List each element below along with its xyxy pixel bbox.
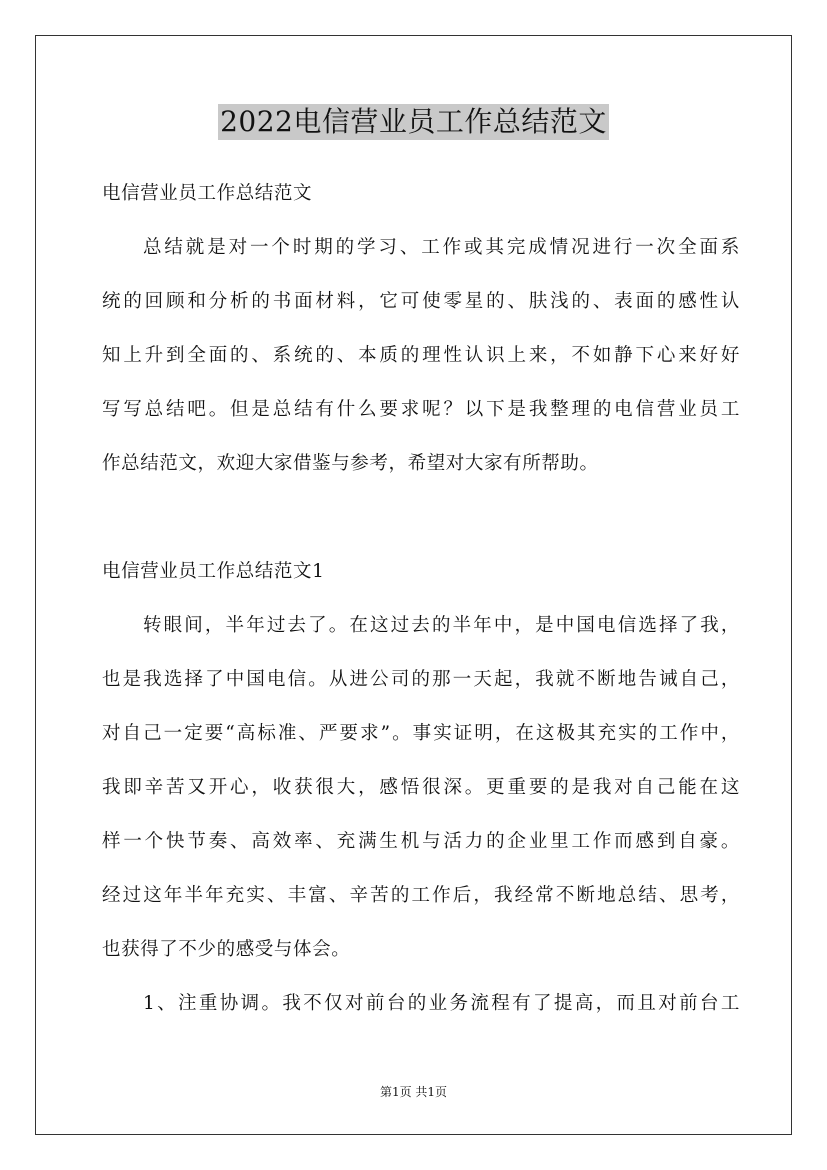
section-heading: 电信营业员工作总结范文1 xyxy=(102,561,325,582)
body-line-2: 也是我选择了中国电信。从进公司的那一天起，我就不断地告诫自己， xyxy=(102,669,740,690)
intro-line-1: 总结就是对一个时期的学习、工作或其完成情况进行一次全面系 xyxy=(143,237,740,258)
document-subtitle: 电信营业员工作总结范文 xyxy=(102,183,313,204)
body-line-4: 我即辛苦又开心，收获很大，感悟很深。更重要的是我对自己能在这 xyxy=(102,777,740,798)
intro-line-2: 统的回顾和分析的书面材料，它可使零星的、肤浅的、表面的感性认 xyxy=(102,291,740,312)
body-line-5: 样一个快节奏、高效率、充满生机与活力的企业里工作而感到自豪。 xyxy=(102,831,740,852)
document-title: 2022电信营业员工作总结范文 xyxy=(220,105,607,138)
title-container xyxy=(0,104,827,140)
intro-line-3: 知上升到全面的、系统的、本质的理性认识上来，不如静下心来好好 xyxy=(102,345,740,366)
body-line-3: 对自己一定要“高标准、严要求”。事实证明，在这极其充实的工作中， xyxy=(102,723,740,744)
point-line-1: 1、注重协调。我不仅对前台的业务流程有了提高，而且对前台工 xyxy=(143,993,740,1014)
body-line-6: 经过这年半年充实、丰富、辛苦的工作后，我经常不断地总结、思考， xyxy=(102,885,740,906)
body-line-7: 也获得了不少的感受与体会。 xyxy=(102,939,351,960)
intro-line-4: 写写总结吧。但是总结有什么要求呢？以下是我整理的电信营业员工 xyxy=(102,399,740,420)
body-line-1: 转眼间，半年过去了。在这过去的半年中，是中国电信选择了我， xyxy=(143,615,740,636)
intro-line-5: 作总结范文，欢迎大家借鉴与参考，希望对大家有所帮助。 xyxy=(102,453,599,474)
page-footer: 第1页 共1页 xyxy=(379,1085,448,1099)
